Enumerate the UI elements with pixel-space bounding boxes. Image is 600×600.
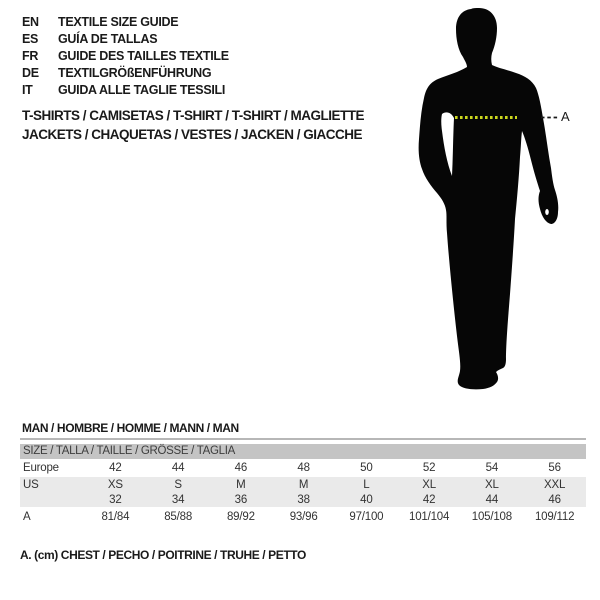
footnote-chest: A. (cm) CHEST / PECHO / POITRINE / TRUHE / PETTO [20,548,306,562]
table-cell: XL [485,479,499,491]
table-cell: 40 [360,494,373,506]
table-cell: 42 [109,462,122,474]
table-cell: XL [422,479,436,491]
lang-code: DE [22,66,39,80]
table-cell: 81/84 [101,510,130,523]
lang-label: GUIDA ALLE TAGLIE TESSILI [58,83,226,97]
table-cell: 46 [234,462,248,474]
lang-code: IT [22,83,33,97]
table-cell: M [298,479,309,491]
lang-label: GUÍA DE TALLAS [58,32,158,46]
lang-code: FR [22,49,39,63]
measure-label-a: A [561,109,570,124]
size-table-header: SIZE / TALLA / TAILLE / GRÖSSE / TAGLIA [20,444,586,459]
row-label: US [23,479,39,491]
table-cell: 85/88 [164,510,193,523]
table-cell: 56 [548,462,561,474]
table-cell: 101/104 [409,510,450,523]
table-cell: 109/112 [534,510,575,523]
table-cell: S [174,479,182,491]
table-cell: M [236,479,246,491]
table-row-us-numeric [20,493,586,507]
table-cell: 48 [297,462,310,474]
table-cell: 46 [548,494,561,506]
table-cell: 52 [422,462,436,474]
table-cell: 105/108 [471,510,512,523]
table-row-europe [20,459,586,477]
lang-label: TEXTILE SIZE GUIDE [58,15,179,29]
table-cell: 97/100 [349,510,384,523]
table-row-us [20,477,586,493]
category-line-jackets: JACKETS / CHAQUETAS / VESTES / JACKEN / GIACCHE [22,127,363,142]
row-label: Europe [23,462,59,474]
lang-label: GUIDE DES TAILLES TEXTILE [58,49,229,63]
table-top-rule [20,438,586,440]
section-title-man: MAN / HOMBRE / HOMME / MANN / MAN [22,421,239,435]
table-cell: 44 [171,462,185,474]
table-cell: L [363,479,370,491]
lang-code: ES [22,32,39,46]
category-line-tshirts: T-SHIRTS / CAMISETAS / T-SHIRT / T-SHIRT / MAGLIETTE [22,108,365,123]
row-label: A [23,510,31,523]
table-cell: 89/92 [226,510,255,523]
size-table [20,438,586,526]
table-cell: 32 [109,494,122,506]
table-cell: 34 [171,494,185,506]
table-cell: 54 [485,462,499,474]
table-row-chest-a [20,507,586,526]
lang-label: TEXTILGRÖßENFÜHRUNG [58,66,212,80]
table-cell: 42 [422,494,436,506]
table-cell: XXL [544,479,566,491]
table-cell: 44 [485,494,499,506]
table-cell: 50 [360,462,373,474]
table-cell: 36 [234,494,248,506]
lang-code: EN [22,15,39,29]
table-cell: 93/96 [289,510,318,523]
man-silhouette-path [419,8,559,389]
table-cell: 38 [297,494,310,506]
hand-gap-detail [545,209,549,215]
table-cell: XS [107,479,123,491]
